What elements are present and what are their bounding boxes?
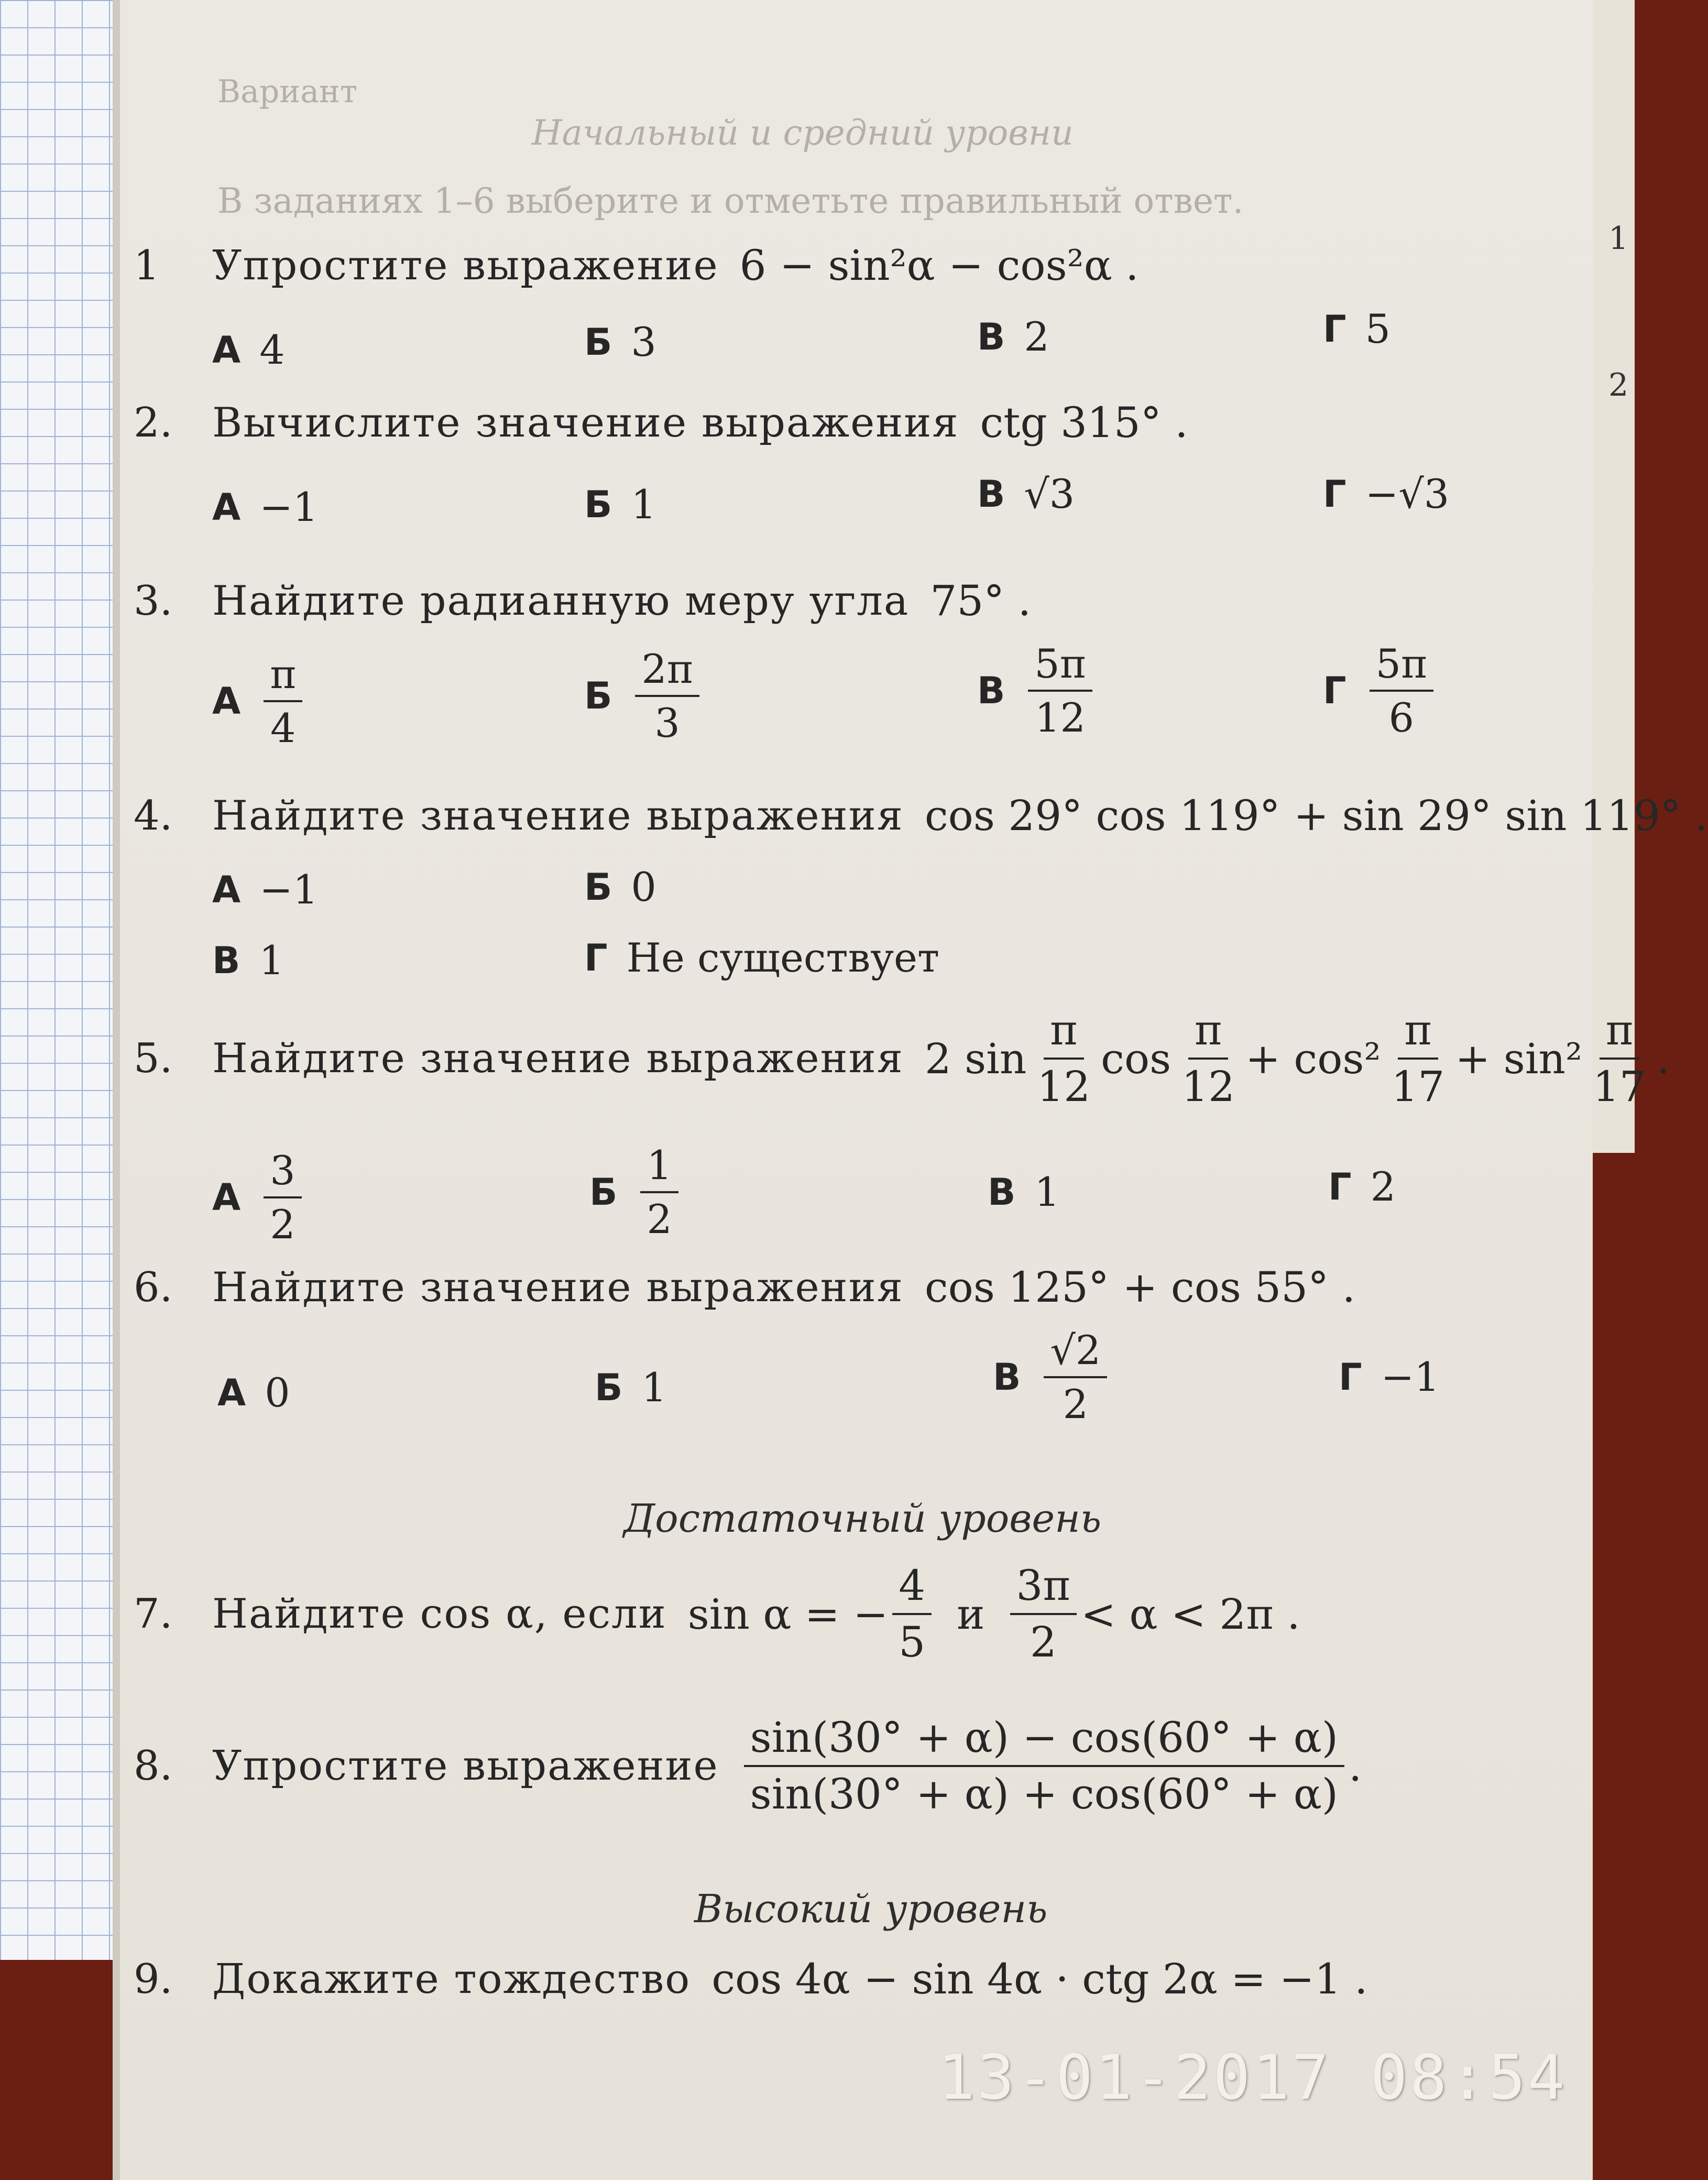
question-expression: $\frac{\sin(30^\circ + \alpha) - \cos(60^\circ + \alpha)}{\sin(30^\circ + \alpha) + \cos(60^\circ + \alpha)}$ . xyxy=(740,1714,1362,1818)
answer-v[interactable]: В 1 xyxy=(212,937,284,984)
sheet-edge xyxy=(113,0,120,2180)
question-text: Найдите значение выражения xyxy=(212,1035,904,1082)
answer-v[interactable]: В √3 xyxy=(977,471,1075,517)
answer-options xyxy=(134,290,1561,416)
question-text: Упростите выражение xyxy=(212,242,719,289)
question-7 xyxy=(134,1562,1561,1666)
answer-v[interactable]: В $\frac{√2}{2}$ xyxy=(993,1327,1111,1427)
question-number: 7. xyxy=(134,1590,173,1638)
question-expression: 6 − sin²α − cos²α . xyxy=(739,241,1139,290)
level-sufficient-heading: Достаточный уровень xyxy=(623,1496,1102,1541)
question-5 xyxy=(134,1006,1670,1284)
answer-a[interactable]: А −1 xyxy=(212,866,319,913)
answer-b[interactable]: Б 0 xyxy=(584,864,656,910)
answer-b[interactable]: Б $\frac{2\pi}{3}$ xyxy=(584,646,704,746)
question-number: 4. xyxy=(134,792,173,840)
right-sheet-mark-1: 1 xyxy=(1608,220,1629,257)
question-number: 2. xyxy=(134,399,173,446)
question-text: Упростите выражение xyxy=(212,1742,719,1790)
question-text: Найдите cos α, если xyxy=(212,1590,667,1638)
question-text: Найдите радианную меру угла xyxy=(212,577,910,625)
question-6 xyxy=(134,1263,1561,1469)
answer-g[interactable]: Г 2 xyxy=(1328,1163,1396,1210)
question-expression: cos 125° + cos 55° . xyxy=(924,1263,1355,1312)
question-expression: 2 sin $\frac{\pi}{12}$ cos $\frac{\pi}{12}$ + cos² $\frac{\pi}{17}$ + sin² $\frac{\pi}{17}$ . xyxy=(924,1006,1670,1111)
answer-v[interactable]: В $\frac{5\pi}{12}$ xyxy=(977,641,1097,741)
question-expression: cos 4α − sin 4α · ctg 2α = −1 . xyxy=(711,1955,1368,2003)
question-1 xyxy=(134,241,1561,416)
instructions: В заданиях 1–6 выберите и отметьте правильный ответ. xyxy=(217,181,1244,221)
question-text: Найдите значение выражения xyxy=(212,1263,904,1311)
answer-options xyxy=(134,840,1561,1013)
answer-b[interactable]: Б $\frac{1}{2}$ xyxy=(589,1142,683,1242)
question-expression: ctg 315° . xyxy=(980,398,1188,447)
question-expression: cos 29° cos 119° + sin 29° sin 119° . xyxy=(924,791,1708,840)
question-8 xyxy=(134,1714,1561,1818)
answer-options xyxy=(134,1111,1561,1284)
level-high-heading: Высокий уровень xyxy=(694,1887,1048,1932)
answer-options xyxy=(134,1312,1561,1469)
question-text: Вычислите значение выражения xyxy=(212,399,959,446)
answer-v[interactable]: В 1 xyxy=(988,1169,1060,1215)
test-sheet xyxy=(113,0,1708,2180)
answer-a[interactable]: А $\frac{\pi}{4}$ xyxy=(212,651,306,751)
answer-v[interactable]: В 2 xyxy=(977,313,1049,360)
answer-b[interactable]: Б 1 xyxy=(595,1364,667,1411)
answer-b[interactable]: Б 3 xyxy=(584,319,656,365)
question-number: 1 xyxy=(134,242,160,289)
answer-options xyxy=(134,447,1561,573)
question-number: 5. xyxy=(134,1035,173,1082)
answer-a[interactable]: А $\frac{3}{2}$ xyxy=(212,1148,306,1248)
photo-timestamp: 13-01-2017 08:54 xyxy=(938,2041,1567,2113)
answer-options xyxy=(134,625,1561,782)
right-paper-sheet xyxy=(1593,0,1635,1153)
question-number: 9. xyxy=(134,1955,173,2003)
question-2 xyxy=(134,398,1561,573)
question-number: 8. xyxy=(134,1742,173,1790)
answer-a[interactable]: А −1 xyxy=(212,484,319,530)
answer-b[interactable]: Б 1 xyxy=(584,481,656,528)
answer-a[interactable]: А 0 xyxy=(217,1369,290,1416)
answer-g[interactable]: Г −1 xyxy=(1339,1354,1440,1400)
answer-g[interactable]: Г −√3 xyxy=(1323,471,1450,517)
answer-g[interactable]: Г Не существует xyxy=(584,934,940,981)
question-text: Докажите тождество xyxy=(212,1955,691,2003)
question-text: Найдите значение выражения xyxy=(212,792,904,840)
question-expression: sin α = − $\frac{4}{5}$ и $\frac{3\pi}{2}$ < α < 2π . xyxy=(687,1561,1300,1666)
question-number: 6. xyxy=(134,1263,173,1311)
level-initial-heading: Начальный и средний уровни xyxy=(532,113,1074,153)
question-number: 3. xyxy=(134,577,173,625)
question-9 xyxy=(134,1955,1561,2003)
right-sheet-mark-2: 2 xyxy=(1608,367,1629,404)
question-3 xyxy=(134,576,1561,782)
question-expression: 75° . xyxy=(930,576,1032,625)
question-4 xyxy=(134,791,1708,1013)
variant-heading: Вариант xyxy=(217,73,358,110)
answer-a[interactable]: А 4 xyxy=(212,326,285,373)
grid-paper-sheet xyxy=(0,0,113,1960)
answer-g[interactable]: Г 5 xyxy=(1323,306,1391,352)
answer-g[interactable]: Г $\frac{5\pi}{6}$ xyxy=(1323,641,1438,741)
